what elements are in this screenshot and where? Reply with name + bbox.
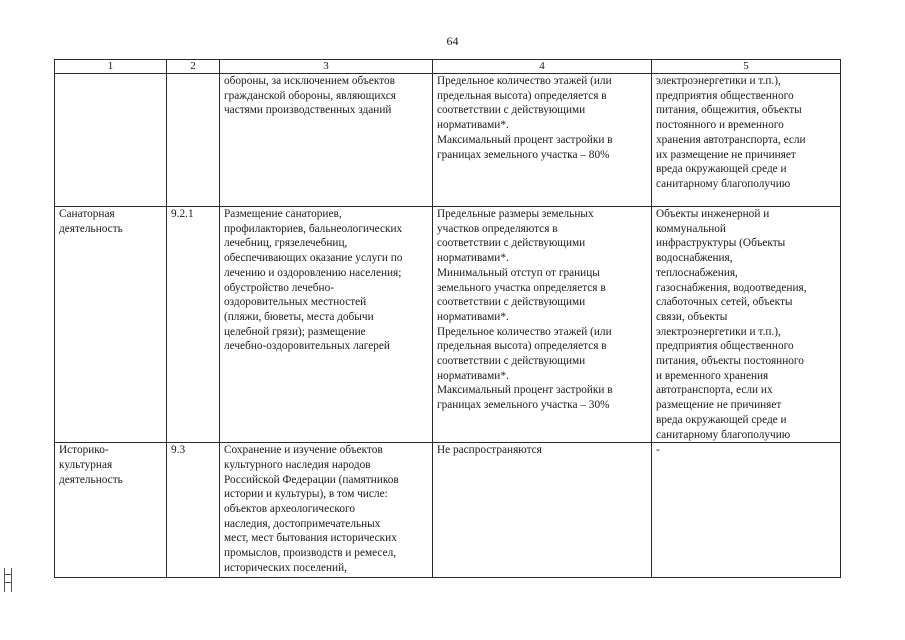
column-header-4: 4 — [433, 60, 652, 74]
cell-parameters — [433, 443, 652, 578]
cell-description — [220, 207, 433, 443]
use-name-text: Историко- культурная деятельность — [59, 444, 123, 486]
cell-auxiliary — [652, 443, 841, 578]
parameters-text: Предельные размеры земельных участков определяются в соответствии с действующими нормативами*. Минимальный отступ от границы земельного участка определяется в соответствии с действующими нормативами*. Предельное количество этажей (или предельная высота) определяется в соответствии с действующими нормативами*. Максимальный процент застройки в границах земельного участка – 30% — [437, 208, 613, 412]
description-text: обороны, за исключением объектов гражданской обороны, являющихся частями производственных зданий — [224, 75, 396, 117]
use-code-text: 9.3 — [171, 444, 186, 457]
table-header-row — [55, 60, 841, 74]
cell-description — [220, 443, 433, 578]
binding-margin-mark — [4, 568, 12, 592]
cell-parameters — [433, 207, 652, 443]
column-header-3: 3 — [220, 60, 433, 74]
cell-use-name — [55, 74, 167, 207]
parameters-text: Предельное количество этажей (или предельная высота) определяется в соответствии с действующими нормативами*. Максимальный процент застройки в границах земельного участка – 80% — [437, 75, 613, 161]
auxiliary-text: - — [656, 444, 660, 457]
auxiliary-text: электроэнергетики и т.п.), предприятия общественного питания, общежития, объекты постоянного и временного хранения автотранспорта, если их размещение не причиняет вреда окружающей среде и санитарному благополучию — [656, 75, 806, 190]
use-code-text: 9.2.1 — [171, 208, 194, 220]
description-text: Сохранение и изучение объектов культурного наследия народов Российской Федерации (памятников истории и культуры), в том числе: объектов археологического наследия, достопримечательных мест, мест бытования исторических промыслов, производств и ремесел, исторических поселений, — [224, 444, 399, 574]
cell-auxiliary — [652, 207, 841, 443]
cell-description — [220, 74, 433, 207]
parameters-text: Не распространяются — [437, 444, 542, 457]
column-header-2: 2 — [167, 60, 220, 74]
use-name-text: Санаторная деятельность — [59, 208, 123, 235]
page-number: 64 — [446, 34, 459, 48]
column-header-1: 1 — [55, 60, 167, 74]
table-row — [55, 443, 841, 578]
cell-use-code — [167, 207, 220, 443]
column-header-5: 5 — [652, 60, 841, 74]
auxiliary-text: Объекты инженерной и коммунальной инфраструктуры (Объекты водоснабжения, теплоснабжения, газоснабжения, водоотведения, слаботочных сетей, объекты связи, объекты электроэнергетики и т.п.), предприятия общественного питания, объекты постоянного и временного хранения автотранспорта, если их размещение не причиняет вреда окружающей среде и санитарному благополучию — [656, 208, 807, 441]
description-text: Размещение санаториев, профилакториев, бальнеологических лечебниц, грязелечебниц, обеспечивающих оказание услуги по лечению и оздоровлению населения; обустройство лечебно- оздоровительных местностей (пляжи, бюветы, места добычи целебной грязи); размещение лечебно-оздоровительных лагерей — [224, 208, 403, 353]
cell-parameters — [433, 74, 652, 207]
table-row — [55, 207, 841, 443]
cell-use-code — [167, 443, 220, 578]
land-use-table — [54, 59, 841, 578]
cell-auxiliary — [652, 74, 841, 207]
table-row — [55, 74, 841, 207]
cell-use-name — [55, 207, 167, 443]
cell-use-name — [55, 443, 167, 578]
cell-use-code — [167, 74, 220, 207]
